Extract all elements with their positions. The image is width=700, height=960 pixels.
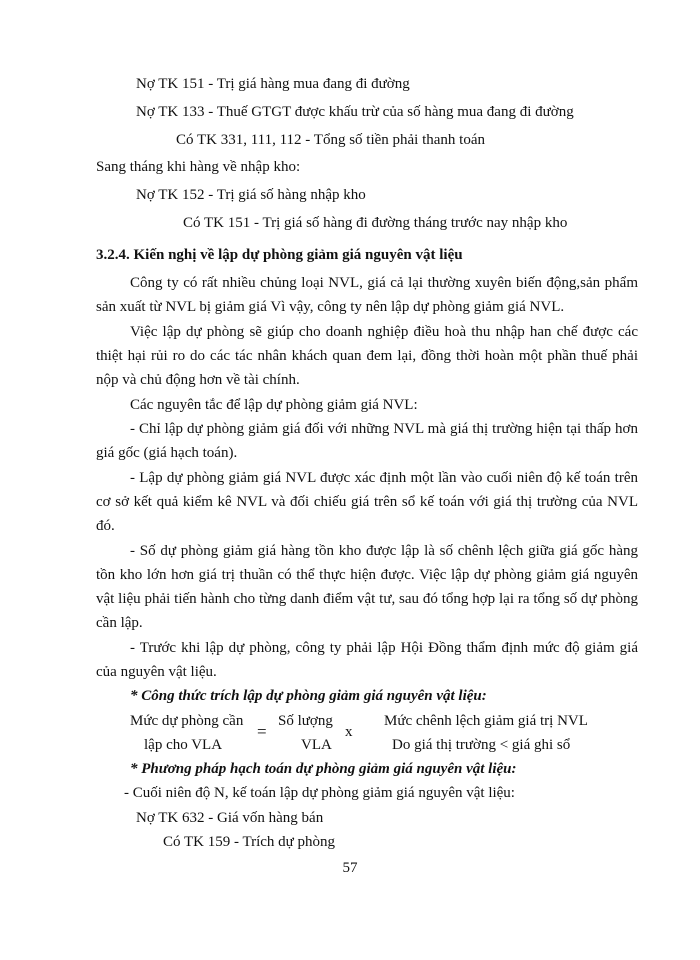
formula-qty-line1: Số lượng xyxy=(278,713,333,729)
paragraph-line: Sang tháng khi hàng về nhập kho: xyxy=(96,159,301,175)
paragraph-line: Việc lập dự phòng sẽ giúp cho doanh nghiệp điều hoà thu nhập han chế được các xyxy=(130,324,638,340)
paragraph-line: nộp và chủ động hơn về tài chính. xyxy=(96,372,300,388)
method-title: * Phương pháp hạch toán dự phòng giảm giá nguyên vật liệu: xyxy=(130,761,517,777)
formula-lhs-line2: lập cho VLA xyxy=(144,737,223,753)
bullet-line: của nguyên vật liệu. xyxy=(96,664,217,680)
bullet-line: vật liệu phải tiến hành cho từng danh điểm vật tư, sau đó tổng hợp lại ra tổng số dự phòng xyxy=(96,591,638,607)
bullet-line: - Chỉ lập dự phòng giảm giá đối với những NVL mà giá thị trường hiện tại thấp hơn xyxy=(130,421,638,437)
formula-rhs-line1: Mức chênh lệch giảm giá trị NVL xyxy=(384,713,588,729)
formula-times: x xyxy=(345,724,353,740)
formula-rhs-line2: Do giá thị trường < giá ghi sổ xyxy=(392,737,571,753)
paragraph-line: sản xuất từ NVL bị giảm giá Vì vậy, công ty nên lập dự phòng giảm giá NVL. xyxy=(96,299,565,315)
formula-equals: = xyxy=(257,722,267,741)
bullet-line: đó. xyxy=(96,518,115,534)
page-number: 57 xyxy=(342,860,358,876)
journal-entry-line: Nợ TK 133 - Thuế GTGT được khấu trừ của số hàng mua đang đi đường xyxy=(136,104,574,120)
journal-entry-line: Có TK 159 - Trích dự phòng xyxy=(163,834,336,850)
bullet-line: cơ sở kết quả kiểm kê NVL và đối chiếu giá trên sổ kế toán với giá thị trường của NVL xyxy=(96,494,638,510)
formula-lhs-line1: Mức dự phòng cần xyxy=(130,713,244,729)
paragraph-line: Các nguyên tắc để lập dự phòng giảm giá NVL: xyxy=(130,397,418,413)
bullet-line: cần lập. xyxy=(96,615,143,631)
paragraph-line: Công ty có rất nhiều chủng loại NVL, giá cả lại thường xuyên biến động,sản phẩm xyxy=(130,275,638,291)
journal-entry-line: Nợ TK 151 - Trị giá hàng mua đang đi đường xyxy=(136,76,410,92)
journal-entry-line: Có TK 331, 111, 112 - Tổng số tiền phải thanh toán xyxy=(176,132,486,148)
journal-entry-line: Nợ TK 152 - Trị giá số hàng nhập kho xyxy=(136,187,366,203)
bullet-line: giá gốc (giá hạch toán). xyxy=(96,445,238,461)
section-heading: 3.2.4. Kiến nghị về lập dự phòng giảm giá nguyên vật liệu xyxy=(96,247,463,263)
paragraph-line: thiệt hại rủi ro do các tác nhân khách quan đem lại, đồng thời hoàn một phần thuế phải xyxy=(96,348,638,364)
paragraph-line: - Cuối niên độ N, kế toán lập dự phòng giảm giá nguyên vật liệu: xyxy=(124,785,515,801)
bullet-line: tồn kho lớn hơn giá trị thuần có thể thực hiện được. Việc lập dự phòng giảm giá nguyên xyxy=(96,567,638,583)
bullet-line: - Trước khi lập dự phòng, công ty phải lập Hội Đồng thẩm định mức độ giảm giá xyxy=(130,640,638,656)
bullet-line: - Lập dự phòng giảm giá NVL được xác định một lần vào cuối niên độ kế toán trên xyxy=(130,470,638,486)
formula-title: * Công thức trích lập dự phòng giảm giá nguyên vật liệu: xyxy=(130,688,487,704)
formula-qty-line2: VLA xyxy=(301,737,332,753)
bullet-line: - Số dự phòng giảm giá hàng tồn kho được lập là số chênh lệch giữa giá gốc hàng xyxy=(130,543,638,559)
journal-entry-line: Nợ TK 632 - Giá vốn hàng bán xyxy=(136,810,324,826)
journal-entry-line: Có TK 151 - Trị giá số hàng đi đường tháng trước nay nhập kho xyxy=(183,215,568,231)
